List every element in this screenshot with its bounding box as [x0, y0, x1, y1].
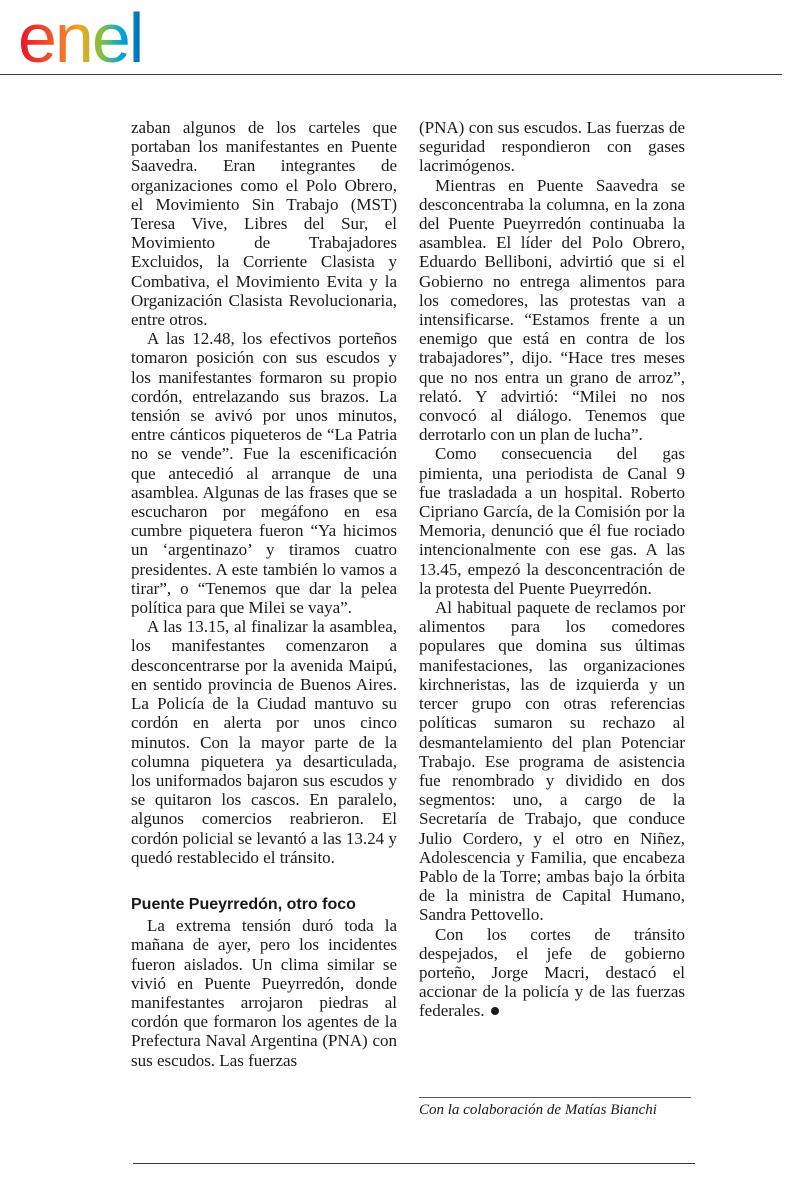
paragraph-text: Con los cortes de tránsito despejados, el jefe de gobierno porteño, Jorge Macri, destacó el accionar de la policía y de las fuerzas federales.: [419, 924, 685, 1021]
paragraph: La extrema tensión duró toda la mañana de ayer, pero los incidentes fueron aislados. Un clima similar se vivió en Puente Pueyrredón, donde manifestantes arrojaron piedras al cordón que formaron los agentes de la Prefectura Naval Argentina (PNA) con sus escudos. Las fuerzas: [131, 916, 397, 1070]
paragraph: A las 12.48, los efectivos porteños tomaron posición con sus escudos y los manifestantes formaron su propio cordón, entrelazando sus brazos. La tensión se avivó por unos minutos, entre cánticos piqueteros de “La Patria no se vende”. Fue la escenificación que antecedió al arranque de una asamblea. Algunas de las frases que se escucharon por megáfono en esa cumbre piquetera fueron “Ya hicimos un ‘argentinazo’ y tiramos cuatro presidentes. A este también lo vamos a tirar”, o “Tenemos que dar la pelea política para que Milei se vaya”.: [131, 329, 397, 618]
paragraph: Mientras en Puente Saavedra se desconcentraba la columna, en la zona del Puente Pueyrredón continuaba la asamblea. El líder del Polo Obrero, Eduardo Belliboni, advirtió que si el Gobierno no entrega alimentos para los comedores, las protestas van a intensificarse. “Estamos frente a un enemigo que está en contra de los trabajadores”, dijo. “Hace tres meses que no nos entra un grano de arroz”, relató. Y advirtió: “Milei no nos convocó al diálogo. Tenemos que derrotarlo con un plan de lucha”.: [419, 175, 685, 445]
credit-divider: [419, 1097, 691, 1098]
bottom-divider: [133, 1163, 695, 1164]
article-column-left: [131, 118, 397, 1070]
paragraph: zaban algunos de los carteles que portaban los manifestantes en Puente Saavedra. Eran integrantes de organizaciones como el Polo Obrero, el Movimiento Sin Trabajo (MST) Teresa Vive, Libres del Sur, el Movimiento de Trabajadores Excluidos, la Corriente Clasista y Combativa, el Movimiento Evita y la Organización Clasista Revolucionaria, entre otros.: [131, 118, 397, 330]
paragraph: (PNA) con sus escudos. Las fuerzas de seguridad respondieron con gases lacrimógenos.: [419, 118, 685, 176]
logo-text: enel: [18, 2, 143, 74]
top-divider: [0, 74, 782, 75]
paragraph-final: [419, 925, 685, 1021]
author-credit: Con la colaboración de Matías Bianchi: [419, 1102, 657, 1118]
enel-logo: [14, 2, 204, 74]
paragraph: A las 13.15, al finalizar la asamblea, los manifestantes comenzaron a desconcentrarse por la avenida Maipú, en sentido provincia de Buenos Aires. La Policía de la Ciudad mantuvo su cordón en alerta por unos cinco minutos. Con la mayor parte de la columna piquetera ya desarticulada, los uniformados bajaron sus escudos y se quitaron los cascos. En paralelo, algunos comercios reabrieron. El cordón policial se levantó a las 13.24 y quedó restablecido el tránsito.: [131, 617, 397, 867]
section-subheading: Puente Pueyrredón, otro foco: [131, 895, 356, 913]
article-column-right: [419, 118, 685, 1021]
paragraph: Al habitual paquete de reclamos por alimentos para los comedores populares que domina sus últimas manifestaciones, las organizaciones kirchneristas, las de izquierda y un tercer grupo con otras referencias políticas sumaron su rechazo al desmantelamiento del plan Potenciar Trabajo. Ese programa de asistencia fue renombrado y dividido en dos segmentos: uno, a cargo de la Secretaría de Trabajo, que conduce Julio Cordero, y el otro en Niñez, Adolescencia y Familia, que encabeza Pablo de la Torre; ambas bajo la órbita de la ministra de Capital Humano, Sandra Pettovello.: [419, 598, 685, 925]
paragraph: Como consecuencia del gas pimienta, una periodista de Canal 9 fue trasladada a un hospital. Roberto Cipriano García, de la Comisión por la Memoria, denunció que él fue rociado intencionalmente con ese gas. A las 13.45, empezó la desconcentración de la protesta del Puente Pueyrredón.: [419, 444, 685, 598]
end-of-article-icon: [491, 1007, 499, 1015]
